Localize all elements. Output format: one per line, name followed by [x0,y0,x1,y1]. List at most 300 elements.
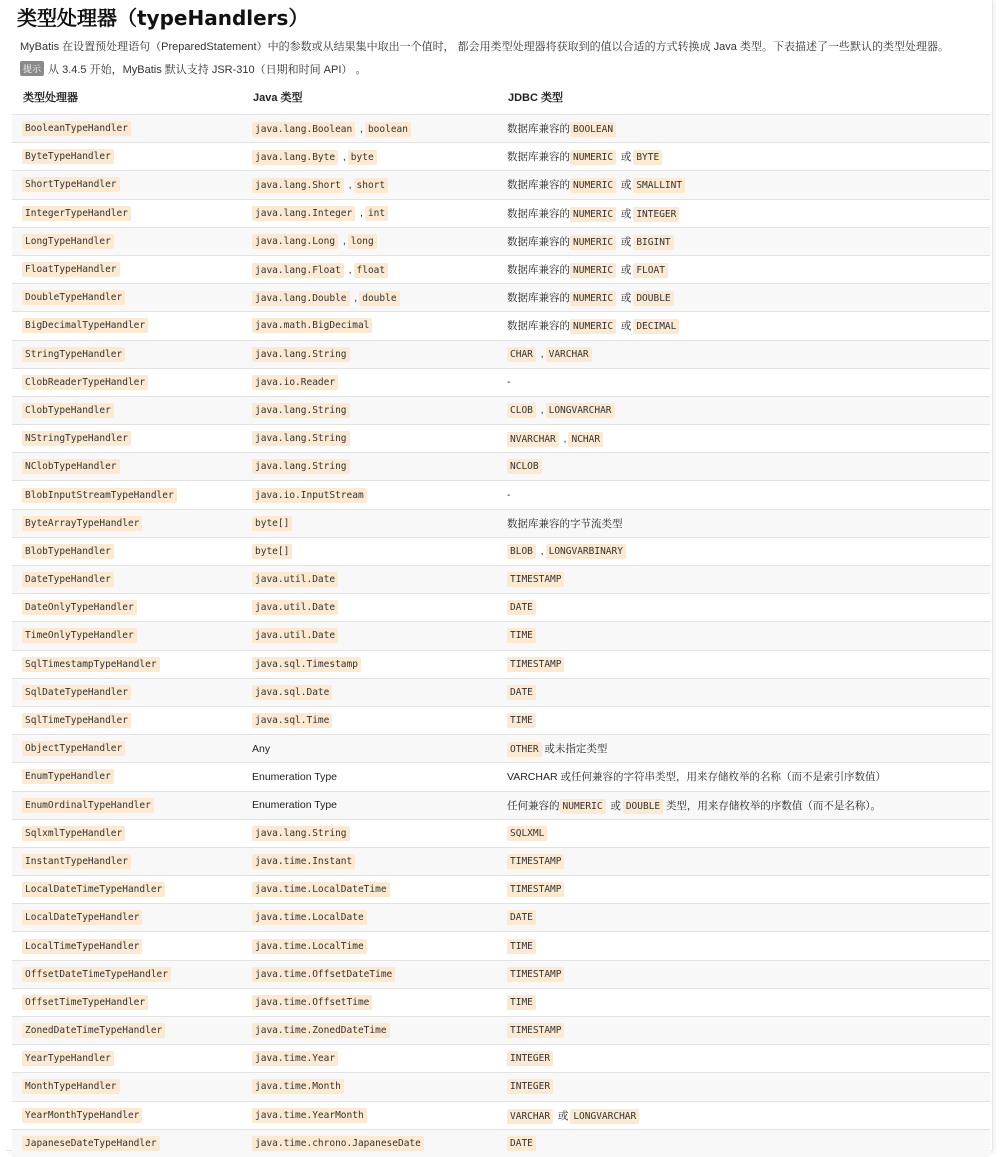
type-handler-code: BlobTypeHandler [22,544,114,559]
cell-type-handler [12,481,242,509]
java-type-code: byte[] [252,516,292,531]
jdbc-type-text: 或 [620,320,632,333]
jdbc-type-code: INTEGER [507,1051,553,1066]
jdbc-type-code: BYTE [633,150,662,165]
table-row [12,396,990,424]
jdbc-type-text: 或 [620,292,632,305]
jdbc-type-text: 或 [610,799,621,812]
java-type-code: java.sql.Date [252,685,332,700]
jdbc-type-text: 数据库兼容的 [507,151,570,164]
jdbc-type-code: CHAR [507,347,536,362]
jdbc-type-code: INTEGER [507,1079,553,1094]
cell-java-type [242,537,497,565]
jdbc-type-code: NUMERIC [570,178,616,193]
cell-java-type [242,1129,497,1157]
java-type-code: java.time.chrono.JapaneseDate [252,1136,424,1151]
type-handler-code: EnumTypeHandler [22,769,114,784]
jdbc-type-code: VARCHAR [507,1109,553,1124]
type-handler-code: MonthTypeHandler [22,1079,120,1094]
java-type-code: java.time.LocalDateTime [252,882,390,897]
table-row [12,481,990,509]
type-handler-code: LocalTimeTypeHandler [22,939,142,954]
cell-java-type [242,847,497,875]
jdbc-type-code: DATE [507,600,536,615]
jdbc-type-text: , [563,432,567,445]
cell-java-type [242,932,497,960]
jdbc-type-text: 或 [620,179,632,192]
jdbc-type-code: TIME [507,713,536,728]
jdbc-type-code: NUMERIC [570,263,616,278]
type-handler-code: JapaneseDateTypeHandler [22,1136,160,1151]
jdbc-type-text: , [540,545,544,558]
java-type-code: java.util.Date [252,628,338,643]
type-handler-code: SqlxmlTypeHandler [22,826,125,841]
cell-type-handler [12,143,242,171]
cell-jdbc-type [497,284,990,312]
cell-jdbc-type [497,1017,990,1045]
java-type-text: , [342,150,346,163]
jdbc-type-code: TIMESTAMP [507,657,564,672]
cell-jdbc-type [497,566,990,594]
type-handler-code: OffsetDateTimeTypeHandler [22,967,171,982]
cell-type-handler [12,255,242,283]
type-handler-code: BooleanTypeHandler [22,121,131,136]
jdbc-type-code: DATE [507,685,536,700]
jdbc-type-code: NUMERIC [570,207,616,222]
java-type-code: java.sql.Timestamp [252,657,361,672]
jdbc-type-text: 任何兼容的 [507,799,560,812]
table-row [12,425,990,453]
jdbc-type-code: TIME [507,939,536,954]
cell-type-handler [12,368,242,396]
table-body [12,115,990,1157]
jdbc-type-text: 或 [620,235,632,248]
java-type-code: java.time.Instant [252,854,355,869]
cell-jdbc-type [497,1073,990,1101]
type-handler-code: ByteArrayTypeHandler [22,516,142,531]
type-handler-code: TimeOnlyTypeHandler [22,628,137,643]
java-type-code: java.lang.Double [252,291,350,306]
jdbc-type-text: - [507,489,511,502]
jdbc-type-code: DOUBLE [623,799,663,814]
cell-jdbc-type [497,509,990,537]
cell-java-type [242,368,497,396]
jdbc-type-text: 或 [620,207,632,220]
tip-text: 从 3.4.5 开始，MyBatis 默认支持 JSR-310（日期和时间 API） 。 [48,64,367,76]
java-type-code: float [354,263,389,278]
table-row [12,763,990,791]
jdbc-type-text: 或 [557,1109,569,1122]
jdbc-type-code: DATE [507,1136,536,1151]
cell-jdbc-type [497,988,990,1016]
table-row [12,1017,990,1045]
cell-type-handler [12,171,242,199]
java-type-text: , [348,178,352,191]
type-handler-code: OffsetTimeTypeHandler [22,995,148,1010]
table-row [12,706,990,734]
cell-java-type [242,1017,497,1045]
jdbc-type-text: 数据库兼容的 [507,235,570,248]
type-handler-code: LongTypeHandler [22,234,114,249]
table-row [12,115,990,143]
cell-type-handler [12,988,242,1016]
java-type-text: Enumeration Type [252,799,338,812]
java-type-code: java.lang.Integer [252,206,355,221]
type-handler-code: IntegerTypeHandler [22,206,131,221]
type-handler-code: BigDecimalTypeHandler [22,318,148,333]
jdbc-type-code: SMALLINT [633,178,685,193]
jdbc-type-code: NUMERIC [570,319,616,334]
tip-note [20,61,366,77]
cell-type-handler [12,763,242,791]
cell-java-type [242,735,497,763]
table-row [12,453,990,481]
cell-java-type [242,622,497,650]
java-type-code: byte [348,150,377,165]
cell-type-handler [12,284,242,312]
table-row [12,904,990,932]
cell-type-handler [12,678,242,706]
cell-jdbc-type [497,537,990,565]
jdbc-type-code: NUMERIC [570,235,616,250]
cell-type-handler [12,876,242,904]
jdbc-type-code: NVARCHAR [507,432,559,447]
cell-java-type [242,791,497,819]
cell-java-type [242,1073,497,1101]
tip-badge: 提示 [20,61,44,76]
cell-jdbc-type [497,453,990,481]
jdbc-type-text: , [540,348,544,361]
type-handler-code: ZonedDateTimeTypeHandler [22,1023,165,1038]
table-row [12,847,990,875]
cell-type-handler [12,453,242,481]
java-type-code: java.lang.Byte [252,150,338,165]
jdbc-type-code: NCLOB [507,459,542,474]
type-handler-code: NStringTypeHandler [22,431,131,446]
cell-type-handler [12,396,242,424]
java-type-code: java.math.BigDecimal [252,318,372,333]
cell-jdbc-type [497,425,990,453]
java-type-code: java.time.Year [252,1051,338,1066]
type-handler-code: ByteTypeHandler [22,149,114,164]
table-row [12,1073,990,1101]
cell-java-type [242,509,497,537]
table-row [12,988,990,1016]
cell-jdbc-type [497,1045,990,1073]
java-type-text: , [354,291,358,304]
jdbc-type-text: , [540,404,544,417]
cell-type-handler [12,904,242,932]
table-row [12,1101,990,1129]
cell-jdbc-type [497,199,990,227]
cell-jdbc-type [497,227,990,255]
java-type-code: java.time.LocalDate [252,910,367,925]
type-handler-code: ObjectTypeHandler [22,741,125,756]
cell-jdbc-type [497,1129,990,1157]
java-type-text: Enumeration Type [252,770,338,783]
cell-type-handler [12,791,242,819]
jdbc-type-code: NUMERIC [570,150,616,165]
cell-type-handler [12,932,242,960]
java-type-code: java.sql.Time [252,713,332,728]
cell-jdbc-type [497,706,990,734]
table-row [12,537,990,565]
java-type-code: java.time.OffsetDateTime [252,967,395,982]
jdbc-type-text: 或 [620,264,632,277]
jdbc-type-code: DOUBLE [633,291,673,306]
cell-java-type [242,171,497,199]
jdbc-type-text: 数据库兼容的字节流类型 [507,517,623,530]
type-handler-code: SqlTimestampTypeHandler [22,657,160,672]
java-type-code: short [354,178,389,193]
cell-jdbc-type [497,594,990,622]
cell-java-type [242,284,497,312]
type-handler-code: SqlTimeTypeHandler [22,713,131,728]
jdbc-type-text: 数据库兼容的 [507,207,570,220]
cell-java-type [242,566,497,594]
type-handler-code: EnumOrdinalTypeHandler [22,798,154,813]
type-handler-code: ShortTypeHandler [22,177,120,192]
jdbc-type-code: VARCHAR [546,347,592,362]
jdbc-type-code: LONGVARCHAR [570,1109,639,1124]
cell-jdbc-type [497,847,990,875]
jdbc-type-text: 或 [620,151,632,164]
cell-java-type [242,763,497,791]
table-row [12,1129,990,1157]
cell-type-handler [12,227,242,255]
cell-type-handler [12,199,242,227]
jdbc-type-text: - [507,376,511,389]
jdbc-type-text: 类型，用来存储枚举的序数值（而不是名称）。 [665,799,882,812]
table-row [12,199,990,227]
jdbc-type-code: LONGVARBINARY [546,544,626,559]
cell-type-handler [12,622,242,650]
cell-java-type [242,481,497,509]
cell-type-handler [12,1073,242,1101]
jdbc-type-code: TIMESTAMP [507,854,564,869]
table-row [12,284,990,312]
table-row [12,791,990,819]
type-handler-code: NClobTypeHandler [22,459,120,474]
cell-java-type [242,678,497,706]
cell-java-type [242,227,497,255]
jdbc-type-code: BIGINT [633,235,673,250]
cell-jdbc-type [497,960,990,988]
cell-type-handler [12,425,242,453]
cell-java-type [242,594,497,622]
cell-java-type [242,1101,497,1129]
jdbc-type-text: 数据库兼容的 [507,179,570,192]
cell-java-type [242,960,497,988]
java-type-code: java.lang.String [252,459,350,474]
type-handler-code: BlobInputStreamTypeHandler [22,488,177,503]
java-type-code: java.time.Month [252,1079,344,1094]
header-type-handler: 类型处理器 [23,92,78,104]
jdbc-type-code: BLOB [507,544,536,559]
cell-jdbc-type [497,143,990,171]
table-row [12,594,990,622]
java-type-code: java.lang.String [252,347,350,362]
java-type-code: double [359,291,399,306]
table-row [12,566,990,594]
cell-type-handler [12,735,242,763]
cell-java-type [242,312,497,340]
header-java-type: Java 类型 [253,92,303,104]
jdbc-type-code: LONGVARCHAR [546,403,615,418]
jdbc-type-text: VARCHAR 或任何兼容的字符串类型，用来存储枚举的名称（而不是索引序数值） [507,771,886,784]
cell-jdbc-type [497,396,990,424]
java-type-code: java.lang.String [252,826,350,841]
page-title: 类型处理器（typeHandlers） [17,6,309,30]
cell-jdbc-type [497,115,990,143]
jdbc-type-code: TIMESTAMP [507,1023,564,1038]
cell-jdbc-type [497,368,990,396]
cell-java-type [242,988,497,1016]
cell-jdbc-type [497,650,990,678]
java-type-code: java.time.OffsetTime [252,995,372,1010]
java-type-code: java.io.InputStream [252,488,367,503]
java-type-code: java.time.LocalTime [252,939,367,954]
table-row [12,171,990,199]
cell-type-handler [12,847,242,875]
jdbc-type-code: TIME [507,995,536,1010]
cell-jdbc-type [497,678,990,706]
jdbc-type-code: TIMESTAMP [507,967,564,982]
type-handler-code: ClobReaderTypeHandler [22,375,148,390]
cell-type-handler [12,1045,242,1073]
java-type-text: Any [252,742,271,755]
java-type-text: , [360,207,363,220]
table-row [12,735,990,763]
jdbc-type-code: TIMESTAMP [507,882,564,897]
cell-type-handler [12,706,242,734]
type-handler-code: DateOnlyTypeHandler [22,600,137,615]
jdbc-type-code: BOOLEAN [570,122,616,137]
cell-type-handler [12,340,242,368]
cell-type-handler [12,312,242,340]
type-handler-code: ClobTypeHandler [22,403,114,418]
java-type-code: java.lang.Float [252,263,344,278]
jdbc-type-text: 或未指定类型 [544,743,608,756]
jdbc-type-code: DATE [507,910,536,925]
cell-java-type [242,396,497,424]
type-handler-code: YearTypeHandler [22,1051,114,1066]
jdbc-type-text: 数据库兼容的 [507,264,570,277]
cell-jdbc-type [497,819,990,847]
table-row [12,650,990,678]
header-jdbc-type: JDBC 类型 [508,92,564,104]
table-row [12,509,990,537]
java-type-code: long [348,234,377,249]
table-row [12,143,990,171]
cell-jdbc-type [497,312,990,340]
cell-type-handler [12,1129,242,1157]
java-type-code: int [365,206,388,221]
cell-type-handler [12,566,242,594]
java-type-code: boolean [365,122,411,137]
cell-java-type [242,904,497,932]
java-type-code: java.lang.Short [252,178,344,193]
cell-jdbc-type [497,171,990,199]
java-type-text: , [348,263,352,276]
jdbc-type-code: NCHAR [568,432,603,447]
type-handler-code: StringTypeHandler [22,347,125,362]
java-type-code: java.lang.String [252,403,350,418]
cell-java-type [242,255,497,283]
type-handlers-table [12,84,990,1157]
jdbc-type-code: CLOB [507,403,536,418]
cell-java-type [242,819,497,847]
table-row [12,227,990,255]
cell-type-handler [12,650,242,678]
cell-jdbc-type [497,932,990,960]
intro-paragraph: MyBatis 在设置预处理语句（PreparedStatement）中的参数或从结果集中取出一个值时， 都会用类型处理器将获取到的值以合适的方式转换成 Java 类型。下表描述了一些默认的类型处理器。 [20,41,949,53]
cell-jdbc-type [497,791,990,819]
java-type-code: java.time.YearMonth [252,1108,367,1123]
java-type-code: java.util.Date [252,572,338,587]
cell-java-type [242,115,497,143]
type-handler-code: LocalDateTypeHandler [22,910,142,925]
jdbc-type-text: 数据库兼容的 [507,123,570,136]
cell-java-type [242,706,497,734]
jdbc-type-text: 数据库兼容的 [507,320,570,333]
jdbc-type-code: SQLXML [507,826,547,841]
java-type-code: java.lang.Long [252,234,338,249]
jdbc-type-code: INTEGER [633,207,679,222]
table-row [12,1045,990,1073]
java-type-code: java.lang.String [252,431,350,446]
cell-type-handler [12,115,242,143]
cell-jdbc-type [497,735,990,763]
cell-java-type [242,453,497,481]
cell-jdbc-type [497,340,990,368]
cell-type-handler [12,537,242,565]
table-row [12,960,990,988]
cell-type-handler [12,819,242,847]
jdbc-type-code: FLOAT [633,263,668,278]
table-row [12,819,990,847]
cell-jdbc-type [497,904,990,932]
cell-type-handler [12,1101,242,1129]
java-type-code: java.util.Date [252,600,338,615]
cell-jdbc-type [497,763,990,791]
table-row [12,312,990,340]
cell-type-handler [12,960,242,988]
java-type-text: , [342,235,346,248]
jdbc-type-code: NUMERIC [570,291,616,306]
java-type-text: , [360,122,363,135]
jdbc-type-code: TIMESTAMP [507,572,564,587]
cell-java-type [242,876,497,904]
jdbc-type-code: OTHER [507,742,542,757]
cell-type-handler [12,509,242,537]
table-row [12,255,990,283]
cell-type-handler [12,1017,242,1045]
table-row [12,678,990,706]
table-row [12,622,990,650]
type-handler-code: YearMonthTypeHandler [22,1108,142,1123]
cell-jdbc-type [497,481,990,509]
table-row [12,340,990,368]
type-handler-code: DateTypeHandler [22,572,114,587]
cell-jdbc-type [497,622,990,650]
cell-jdbc-type [497,255,990,283]
type-handler-code: InstantTypeHandler [22,854,131,869]
table-row [12,932,990,960]
table-row [12,876,990,904]
jdbc-type-text: 数据库兼容的 [507,292,570,305]
type-handler-code: LocalDateTimeTypeHandler [22,882,165,897]
